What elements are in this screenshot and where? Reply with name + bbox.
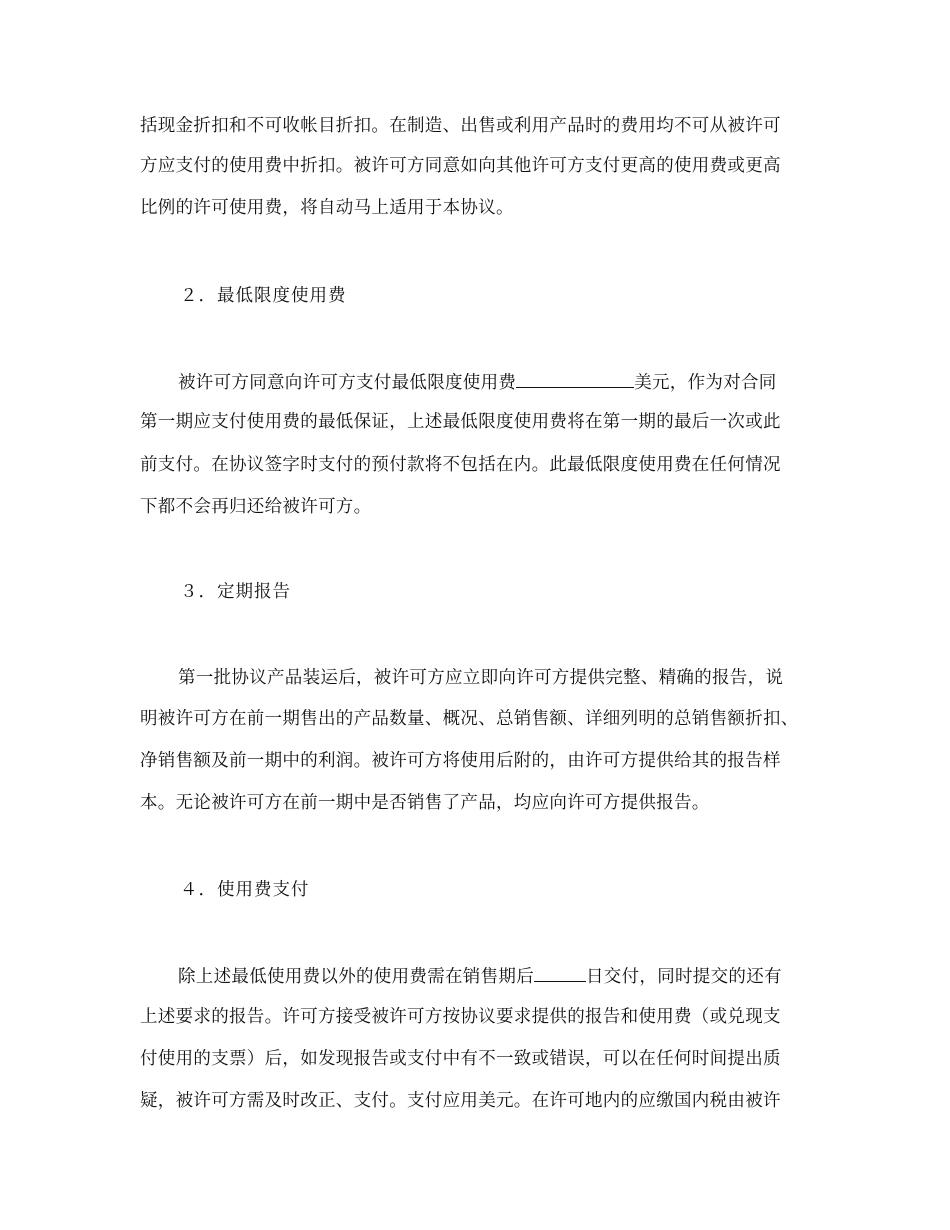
paragraph-line: 第一批协议产品装运后，被许可方应立即向许可方提供完整、精确的报告，说 — [178, 668, 784, 688]
paragraph-text: 日交付，同时提交的还有 — [586, 967, 782, 987]
paragraph-text: 除上述最低使用费以外的使用费需在销售期后 — [178, 967, 534, 987]
section-heading-minimum-royalty: ２．最低限度使用费 — [180, 286, 347, 306]
days-blank — [534, 963, 586, 982]
paragraph-line: 净销售额及前一期中的利润。被许可方将使用后附的，由许可方提供给其的报告样 — [140, 751, 781, 771]
section-heading-royalty-payment: ４．使用费支付 — [180, 880, 310, 900]
amount-blank — [516, 369, 634, 388]
paragraph-line: 括现金折扣和不可收帐目折扣。在制造、出售或利用产品时的费用均不可从被许可 — [140, 116, 781, 136]
paragraph-line: 明被许可方在前一期售出的产品数量、概况、总销售额、详细列明的总销售额折扣、 — [140, 709, 799, 729]
paragraph-line-with-blank — [178, 963, 782, 987]
paragraph-line-with-blank — [178, 369, 777, 393]
paragraph-line: 第一期应支付使用费的最低保证，上述最低限度使用费将在第一期的最后一次或此 — [140, 412, 781, 432]
section-heading-periodic-reports: ３．定期报告 — [180, 582, 291, 602]
paragraph-line: 比例的许可使用费，将自动马上适用于本协议。 — [140, 198, 514, 218]
paragraph-line: 本。无论被许可方在前一期中是否销售了产品，均应向许可方提供报告。 — [140, 793, 710, 813]
paragraph-line: 方应支付的使用费中折扣。被许可方同意如向其他许可方支付更高的使用费或更高 — [140, 156, 781, 176]
paragraph-line: 付使用的支票）后，如发现报告或支付中有不一致或错误，可以在任何时间提出质 — [140, 1049, 781, 1069]
paragraph-text: 美元，作为对合同 — [634, 373, 777, 393]
paragraph-line: 前支付。在协议签字时支付的预付款将不包括在内。此最低限度使用费在任何情况 — [140, 455, 781, 475]
paragraph-line: 疑，被许可方需及时改正、支付。支付应用美元。在许可地内的应缴国内税由被许 — [140, 1091, 781, 1111]
paragraph-line: 下都不会再归还给被许可方。 — [140, 497, 372, 517]
paragraph-line: 上述要求的报告。许可方接受被许可方按协议要求提供的报告和使用费（或兑现支 — [140, 1007, 781, 1027]
paragraph-text: 被许可方同意向许可方支付最低限度使用费 — [178, 373, 517, 393]
